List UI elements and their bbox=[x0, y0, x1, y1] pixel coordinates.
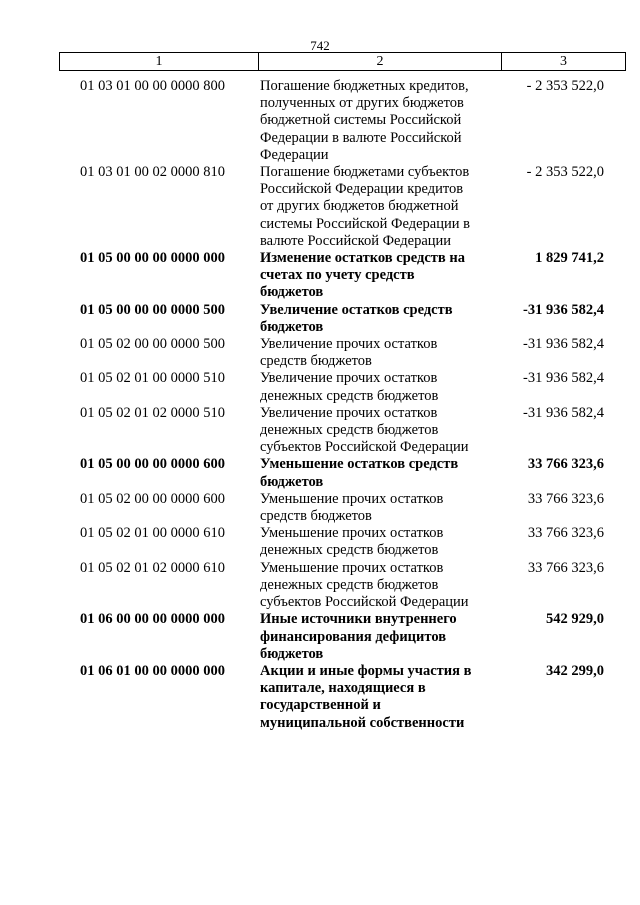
row-code: 01 06 01 00 00 0000 000 bbox=[80, 662, 225, 679]
row-code: 01 05 02 01 02 0000 510 bbox=[80, 404, 225, 421]
row-value: -31 936 582,4 bbox=[523, 370, 604, 387]
row-code: 01 05 02 01 00 0000 510 bbox=[80, 370, 225, 387]
table-row bbox=[0, 611, 640, 663]
row-name: Увеличение остатков средств бюджетов bbox=[260, 301, 453, 335]
header-col-1: 1 bbox=[155, 54, 163, 69]
row-code: 01 05 00 00 00 0000 500 bbox=[80, 301, 225, 318]
table-body bbox=[0, 78, 640, 732]
row-value: 33 766 323,6 bbox=[527, 490, 604, 507]
table-row bbox=[0, 663, 640, 732]
row-name: Уменьшение прочих остатков денежных средств бюджетов bbox=[260, 525, 444, 559]
table-row bbox=[0, 370, 640, 404]
row-name: Погашение бюджетных кредитов, полученных от других бюджетов бюджетной системы Российской Федерации в валюте Российской Федерации bbox=[260, 78, 469, 163]
row-value: 33 766 323,6 bbox=[527, 559, 604, 576]
row-code: 01 05 00 00 00 0000 000 bbox=[80, 250, 225, 267]
table-row bbox=[0, 491, 640, 525]
row-value: 33 766 323,6 bbox=[527, 525, 604, 542]
row-code: 01 05 00 00 00 0000 600 bbox=[80, 456, 225, 473]
table-row bbox=[0, 405, 640, 457]
row-value: - 2 353 522,0 bbox=[526, 78, 604, 94]
row-code: 01 05 02 01 02 0000 610 bbox=[80, 559, 225, 576]
row-name: Увеличение прочих остатков денежных средств бюджетов субъектов Российской Федерации bbox=[260, 404, 469, 456]
table-row bbox=[0, 336, 640, 370]
header-col-2: 2 bbox=[258, 53, 501, 70]
row-code: 01 05 02 00 00 0000 500 bbox=[80, 336, 225, 353]
row-code: 01 03 01 00 02 0000 810 bbox=[80, 164, 225, 181]
row-name: Изменение остатков средств на счетах по учету средств бюджетов bbox=[260, 250, 465, 301]
row-value: 342 299,0 bbox=[546, 662, 604, 679]
row-code: 01 03 01 00 00 0000 800 bbox=[80, 78, 225, 94]
table-row bbox=[0, 250, 640, 302]
row-value: -31 936 582,4 bbox=[523, 301, 604, 318]
row-name: Уменьшение остатков средств бюджетов bbox=[260, 456, 459, 490]
row-name: Погашение бюджетами субъектов Российской Федерации кредитов от других бюджетов бюджетной системы Российской Федерации в валюте Российской Федерации bbox=[260, 164, 470, 249]
row-code: 01 05 02 00 00 0000 600 bbox=[80, 490, 225, 507]
table-row bbox=[0, 302, 640, 336]
row-value: - 2 353 522,0 bbox=[526, 164, 604, 181]
row-value: 33 766 323,6 bbox=[527, 456, 604, 473]
row-value: 542 929,0 bbox=[546, 611, 604, 628]
table-header bbox=[59, 52, 626, 71]
table-row bbox=[0, 560, 640, 612]
row-name: Увеличение прочих остатков денежных средств бюджетов bbox=[260, 370, 439, 404]
row-name: Увеличение прочих остатков средств бюджетов bbox=[260, 336, 438, 370]
row-value: 1 829 741,2 bbox=[535, 250, 604, 267]
row-value: -31 936 582,4 bbox=[523, 404, 604, 421]
row-code: 01 05 02 01 00 0000 610 bbox=[80, 525, 225, 542]
table-row bbox=[0, 164, 640, 250]
table-row bbox=[0, 525, 640, 559]
table-row bbox=[0, 456, 640, 490]
table-row bbox=[0, 78, 640, 164]
row-code: 01 06 00 00 00 0000 000 bbox=[80, 611, 225, 628]
row-name: Уменьшение прочих остатков денежных средств бюджетов субъектов Российской Федерации bbox=[260, 559, 469, 611]
row-name: Уменьшение прочих остатков средств бюджетов bbox=[260, 490, 444, 525]
row-name: Иные источники внутреннего финансирования дефицитов бюджетов bbox=[260, 611, 457, 662]
row-name: Акции и иные формы участия в капитале, находящиеся в государственной и муниципальной собственности bbox=[260, 662, 472, 731]
row-value: -31 936 582,4 bbox=[523, 336, 604, 353]
header-col-3: 3 bbox=[501, 53, 625, 70]
page-number: 742 bbox=[310, 38, 330, 53]
